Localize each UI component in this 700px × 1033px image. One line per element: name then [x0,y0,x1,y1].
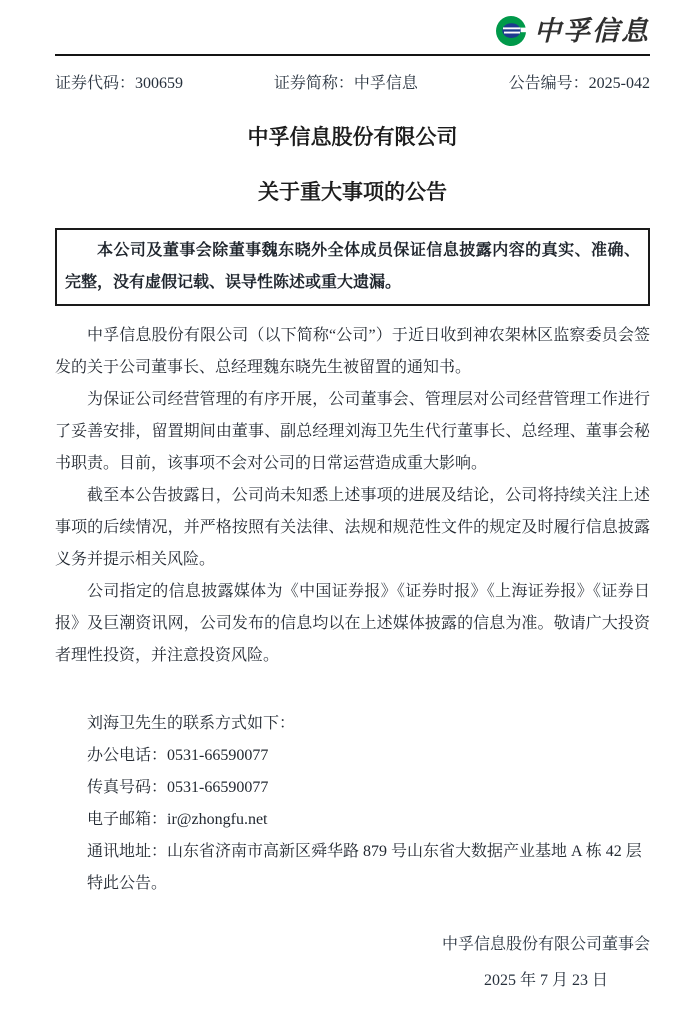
stock-code: 证券代码：300659 [55,75,184,92]
contact-info [55,708,650,900]
disclosure-statement-box [55,228,650,306]
document-title-subject: 关于重大事项的公告 [258,180,447,204]
company-logo [494,14,650,48]
body-paragraph: 为保证公司经营管理的有序开展，公司董事会、管理层对公司经营管理工作进行了妥善安排，留置期间由董事、副总经理刘海卫先生代行董事长、总经理、董事会秘书职责。目前，该事项不会对公司的日常运营造成重大影响。 [55,391,650,472]
contact-fax: 传真号码：0531-66590077 [87,779,269,796]
disclosure-statement-text: 本公司及董事会除董事魏东晓外全体成员保证信息披露内容的真实、准确、完整，没有虚假记载、误导性陈述或重大遗漏。 [65,242,640,291]
securities-meta-row [55,70,650,93]
stock-abbr: 证券简称：中孚信息 [273,75,418,92]
signature-company: 中孚信息股份有限公司董事会 [441,936,650,953]
contact-intro: 刘海卫先生的联系方式如下： [87,715,296,732]
contact-phone: 办公电话：0531-66590077 [87,747,269,764]
signature-date: 2025 年 7 月 23 日 [483,972,608,989]
logo-row [55,12,650,50]
contact-email: 电子邮箱：ir@zhongfu.net [87,811,268,828]
header-divider [55,54,650,56]
logo-wordmark: 中孚信息 [534,15,650,46]
signature-block [55,930,650,996]
body-paragraph: 截至本公告披露日，公司尚未知悉上述事项的进展及结论，公司将持续关注上述事项的后续情况，并严格按照有关法律、法规和规范性文件的规定及时履行信息披露义务并提示相关风险。 [55,487,650,568]
zhongfu-logo-icon [494,14,528,48]
body-paragraph: 公司指定的信息披露媒体为《中国证券报》《证券时报》《上海证券报》《证券日报》及巨潮资讯网，公司发布的信息均以在上述媒体披露的信息为准。敬请广大投资者理性投资，并注意投资风险。 [55,583,650,664]
announcement-number: 公告编号：2025-042 [508,75,650,92]
contact-address: 通讯地址：山东省济南市高新区舜华路 879 号山东省大数据产业基地 A 栋 42 层 [87,843,642,860]
closing-line: 特此公告。 [87,875,168,892]
announcement-body [55,320,650,672]
document-title-company: 中孚信息股份有限公司 [247,125,458,149]
body-paragraph: 中孚信息股份有限公司（以下简称“公司”）于近日收到神农架林区监察委员会签发的关于公司董事长、总经理魏东晓先生被留置的通知书。 [55,327,650,376]
